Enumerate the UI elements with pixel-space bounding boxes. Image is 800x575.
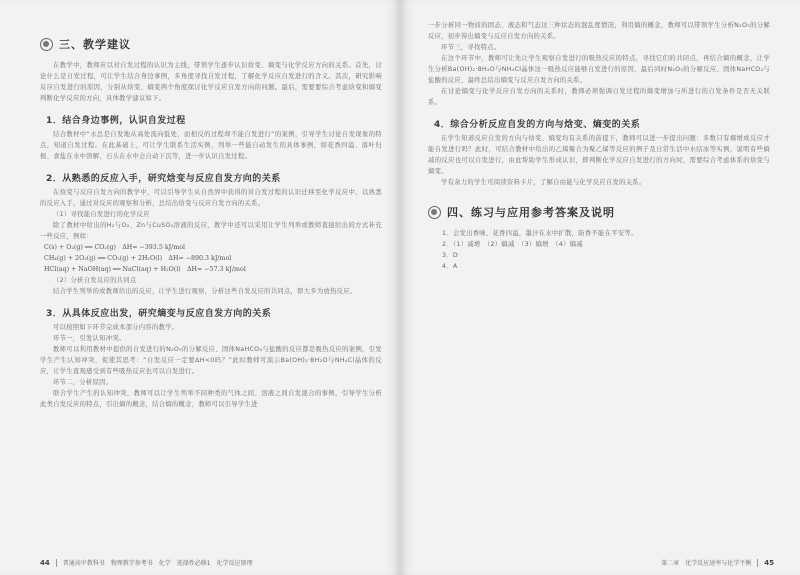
subsection-4-text-2: 学有余力的学生可阅读资料卡片，了解自由能与化学反应自发的关系。 <box>441 179 646 186</box>
subsection-title-1: 1．结合身边事例，认识自发过程 <box>46 116 186 126</box>
page-number-right: 45 <box>764 558 774 567</box>
intro-paragraph: 在教学中，教师应以对自发过程的认识为主线，带领学生逐步认识焓变、熵变与化学反应方向的关系。首先，讨论什么是自发过程，可让学生结合身边事例，多角度寻找自发过程，了解化学反应自发进行的含义。其次，研究影响反应自发进行的原因，分别从焓变、熵变两个角度探讨化学反应自发方向的问题。最后，需要要综合考虑焓变和熵变判断化学反应的方向，具体教学建议如下。 <box>40 62 382 102</box>
step-3-text: 在这个环节中，教师可让先让学生观察自发进行的吸热反应的特点，寻找它们的共同点，再结合熵的概念，让学生分析Ba(OH)₂·8H₂O与NH₄Cl晶体这一吸热反应能够自发进行的原因，最后同时N₂O₅的分解反应、固体NaHCO₃与盐酸的反应，最终总结出熵变与反应自发方向的关系。 <box>428 55 770 84</box>
book-title: 普通高中教科书 物理教学参考书 化学 选择性必修1 化学反应原理 <box>62 560 253 567</box>
step-3-title: 环节三，寻找特点。 <box>441 44 501 51</box>
subsection-title-2: 2．从熟悉的反应入手，研究焓变与反应自发方向的关系 <box>46 174 281 184</box>
subsection-4-text: 在学生知道反应自发的方向与焓变、熵变均有关系的前提下，教师可以进一步提出问题：多数只有熵增或反应才能自发进行吗？此时，可结合教材中给出的乙烯聚合为聚乙烯等反应的例子及日常生活中水结冰等实例，说明有些熵减的反应也可以自发进行，由此帮助学生形成认识，即判断化学反应自发进行的方向时，需要综合考虑体系的焓变与熵变。 <box>428 135 770 175</box>
right-page <box>400 0 800 575</box>
answer-4: 4．A <box>442 263 458 270</box>
subsection-2-item2: （2）分析自发反应的共同点 <box>53 277 137 284</box>
section-heading-answers <box>428 204 770 220</box>
equation-3: HCl(aq) + NaOH(aq) ══ NaCl(aq) + H₂O(l) ΔH= −57.3 kJ/mol <box>44 266 246 273</box>
subsection-2-text: 在焓变与反应自发方向的教学中，可以引导学生从自然界中获得的对自发过程的认识迁移至化学反应中，以熟悉的反应入手，通过对反应的观察和分析，总结出焓变与反应自发方向的关系。 <box>40 189 382 207</box>
subsection-title-3: 3．从具体反应出发，研究熵变与反应自发方向的关系 <box>46 309 272 319</box>
subsection-2-item1-text: 除了教材中给出的H₂与O₂、Zn与CuSO₄溶液的反应，教学中还可以采用让学生列举或教师直接给出的方式补充一些反应，例如： <box>40 222 382 240</box>
subsection-3-text: 可以按照如下环节完成本部分内容的教学。 <box>53 324 179 331</box>
answer-2: 2．（1）减增 （2）熵减 （3）熵增 （4）熵减 <box>442 241 583 248</box>
equation-2: CH₄(g) + 2O₂(g) ══ CO₂(g) + 2H₂O(l) ΔH= −890.3 kJ/mol <box>44 255 232 262</box>
section-bullet-icon <box>428 206 441 219</box>
equation-1: C(s) + O₂(g) ══ CO₂(g) ΔH= −393.5 kJ/mol <box>44 244 186 251</box>
footer-divider <box>757 559 758 567</box>
subsection-1-text: 结合教材中“水总是自发地从高处流向低处，而相反的过程却不能自发进行”的案例，引导学生讨论自发现象的特点，知道自发过程。在此基础上，可让学生联系生活实例，列举一些能自动发生的具体事例，如花香四溢、落叶归根、食盐在水中溶解、石头在水中会自动下沉等，进一步认识自发过程。 <box>40 131 382 160</box>
continued-paragraph: 一步分析同一物质的固态、液态和气态这三种状态的混乱度情况，利用熵的概念，教师可以带领学生分析N₂O₅的分解反应，初步得出熵变与反应自发方向的关系。 <box>428 22 770 40</box>
section-bullet-icon <box>40 38 53 51</box>
subsection-2-item1: （1）寻找能自发进行的化学反应 <box>53 211 150 218</box>
answer-3: 3．D <box>442 252 459 259</box>
right-footer <box>661 558 774 567</box>
footer-divider <box>56 559 57 567</box>
step-2-text: 联合学生产生的认知冲突，教师可以让学生列举不同种类的气体之间、溶液之间自发混合的事例，引导学生分析此类自发反应的特点，引出熵的概念，结合熵的概念，教师可以引导学生进 <box>40 390 382 408</box>
subsection-title-4: 4．综合分析反应自发的方向与焓变、熵变的关系 <box>434 120 641 130</box>
section-heading-teaching <box>40 36 382 52</box>
step-3-text-2: 在讨论熵变与化学反应自发方向的关系时，教师必须强调自发过程的熵变增加与所进行的自发条件是否无关联系。 <box>428 88 770 106</box>
step-1-text: 教师可以利用教材中提供的自发进行的N₂O₅的分解反应、固体NaHCO₃与盐酸的反应都是吸热反应的案例，引发学生产生认知冲突，促使其思考：“自发反应一定要ΔH<0吗？”此时教师可演示Ba(OH)₂·8H₂O与NH₄Cl晶体的反应，让学生直观感受到有些吸热反应也可以自发进行。 <box>40 346 382 375</box>
step-2-title: 环节二，分析原因。 <box>53 379 113 386</box>
page-number-left: 44 <box>40 558 50 567</box>
left-footer <box>40 558 253 567</box>
answer-1: 1．会发出香味、花香四溢，墨汁在水中扩散，防香不能在平安等。 <box>442 230 638 237</box>
section-title: 三、教学建议 <box>59 38 131 51</box>
step-1-title: 环节一，引发认知冲突。 <box>53 335 126 342</box>
subsection-2-item2-text: 结合学生列举的或教师给出的反应，让学生进行观察，分析这些自发反应的共同点，即大多为放热反应。 <box>53 288 357 295</box>
chapter-title: 第二章 化学反应速率与化学平衡 <box>661 560 752 567</box>
answers-section-title: 四、练习与应用参考答案及说明 <box>447 206 615 219</box>
